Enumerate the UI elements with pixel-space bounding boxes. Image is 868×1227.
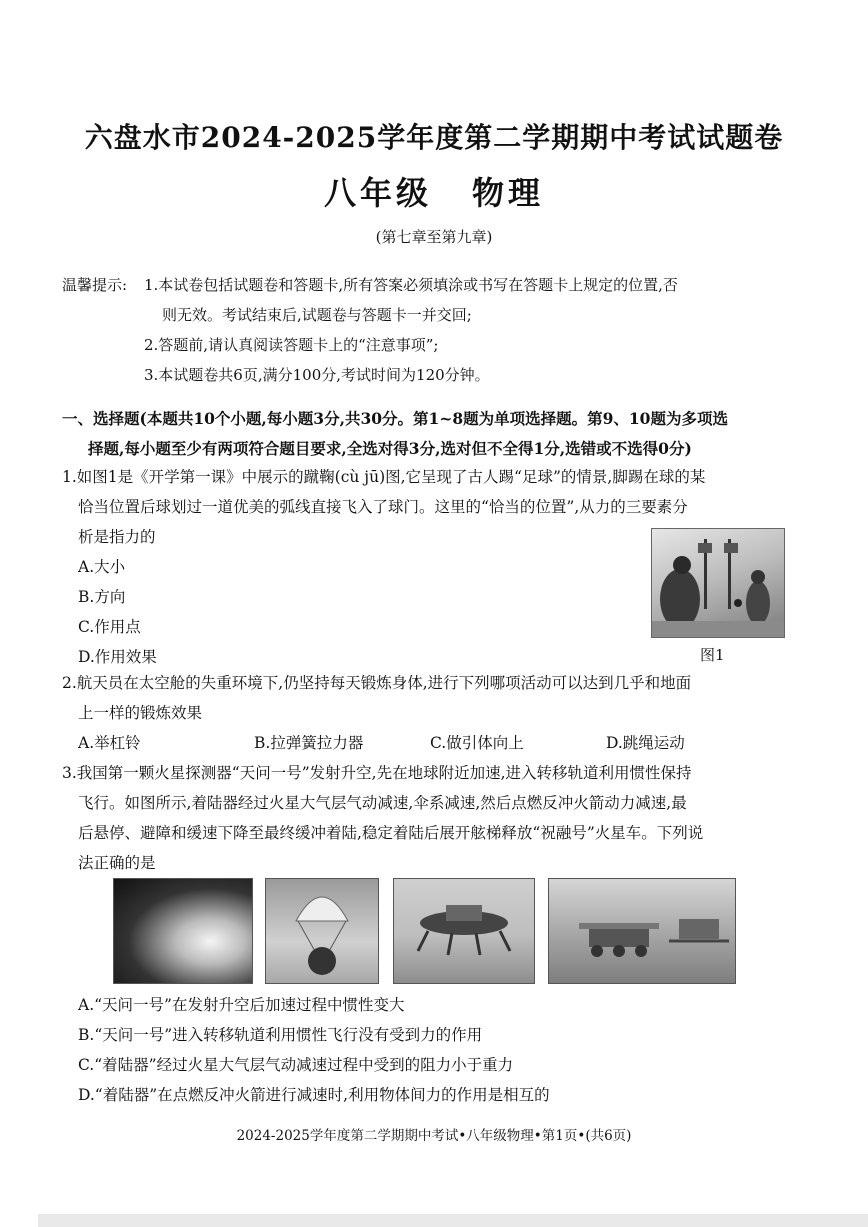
q1-option-b: B.方向 [78, 588, 126, 606]
q1-line-1: 1.如图1是《开学第一课》中展示的蹴鞠(cù jū)图,它呈现了古人踢“足球”的情景,脚踢在球的某 [62, 468, 706, 486]
q2-line-2: 上一样的锻炼效果 [78, 704, 203, 722]
q3-line-2: 飞行。如图所示,着陆器经过火星大气层气动减速,伞系减速,然后点燃反冲火箭动力减速,最 [78, 794, 687, 812]
lander-hover-photo [393, 878, 535, 984]
tip-2: 2.答题前,请认真阅读答题卡上的“注意事项”; [144, 336, 439, 354]
grade-label: 八年级 [323, 174, 432, 212]
question-2 [62, 668, 802, 758]
figure-1-caption: 图1 [700, 646, 725, 664]
bottom-scrollbar-strip [38, 1214, 868, 1227]
exam-tips [62, 270, 802, 390]
q1-option-c: C.作用点 [78, 618, 141, 636]
q1-line-2: 恰当位置后球划过一道优美的弧线直接飞入了球门。这里的“恰当的位置”,从力的三要素分 [78, 498, 688, 516]
tip-1-cont: 则无效。考试结束后,试题卷与答题卡一并交回; [162, 306, 472, 324]
question-3 [62, 758, 802, 878]
subject-label: 物理 [472, 174, 545, 212]
chapter-scope: (第七章至第九章) [375, 228, 493, 246]
q2-option-c: C.做引体向上 [430, 734, 524, 752]
section-heading [62, 404, 802, 464]
q1-option-a: A.大小 [78, 558, 126, 576]
q3-options [78, 990, 802, 1110]
section-line-1: 一、选择题(本题共10个小题,每小题3分,共30分。第1~8题为单项选择题。第9、10题为多项选 [62, 409, 728, 428]
q3-option-c: C.“着陆器”经过火星大气层气动减速过程中受到的阻力小于重力 [78, 1056, 514, 1074]
exam-title: 六盘水市2024-2025学年度第二学期期中考试试题卷 [84, 121, 784, 154]
zhurong-rover-photo [548, 878, 736, 984]
page-footer: 2024-2025学年度第二学期期中考试•八年级物理•第1页•(共6页) [236, 1128, 632, 1144]
q3-option-b: B.“天问一号”进入转移轨道利用惯性飞行没有受到力的作用 [78, 1026, 483, 1044]
q2-options [62, 728, 802, 758]
q3-option-a: A.“天问一号”在发射升空后加速过程中惯性变大 [78, 996, 405, 1014]
q2-option-d: D.跳绳运动 [606, 734, 685, 752]
tip-3: 3.本试题卷共6页,满分100分,考试时间为120分钟。 [144, 366, 490, 384]
tip-1: 1.本试卷包括试题卷和答题卡,所有答案必须填涂或书写在答题卡上规定的位置,否 [144, 276, 678, 294]
atmospheric-entry-photo [113, 878, 253, 984]
q3-option-d: D.“着陆器”在点燃反冲火箭进行减速时,利用物体间力的作用是相互的 [78, 1086, 550, 1104]
q3-line-4: 法正确的是 [78, 854, 156, 872]
q2-option-a: A.举杠铃 [78, 734, 141, 752]
q3-line-1: 3.我国第一颗火星探测器“天问一号”发射升空,先在地球附近加速,进入转移轨道利用惯性保持 [62, 764, 692, 782]
section-line-2: 择题,每小题至少有两项符合题目要求,全选对得3分,选对但不全得1分,选错或不选得0分) [88, 439, 692, 458]
q2-option-b: B.拉弹簧拉力器 [254, 734, 364, 752]
q1-line-3: 析是指力的 [78, 528, 156, 546]
parachute-descent-photo [265, 878, 379, 984]
figure-1-cuju-image [651, 528, 785, 638]
q3-line-3: 后悬停、避障和缓速下降至最终缓冲着陆,稳定着陆后展开舷梯释放“祝融号”火星车。下列说 [78, 824, 704, 842]
q2-line-1: 2.航天员在太空舱的失重环境下,仍坚持每天锻炼身体,进行下列哪项活动可以达到几乎和地面 [62, 674, 692, 692]
q1-option-d: D.作用效果 [78, 648, 157, 666]
exam-subtitle [0, 168, 868, 214]
mars-landing-photos [0, 878, 868, 982]
tips-label: 温馨提示: [62, 276, 128, 294]
